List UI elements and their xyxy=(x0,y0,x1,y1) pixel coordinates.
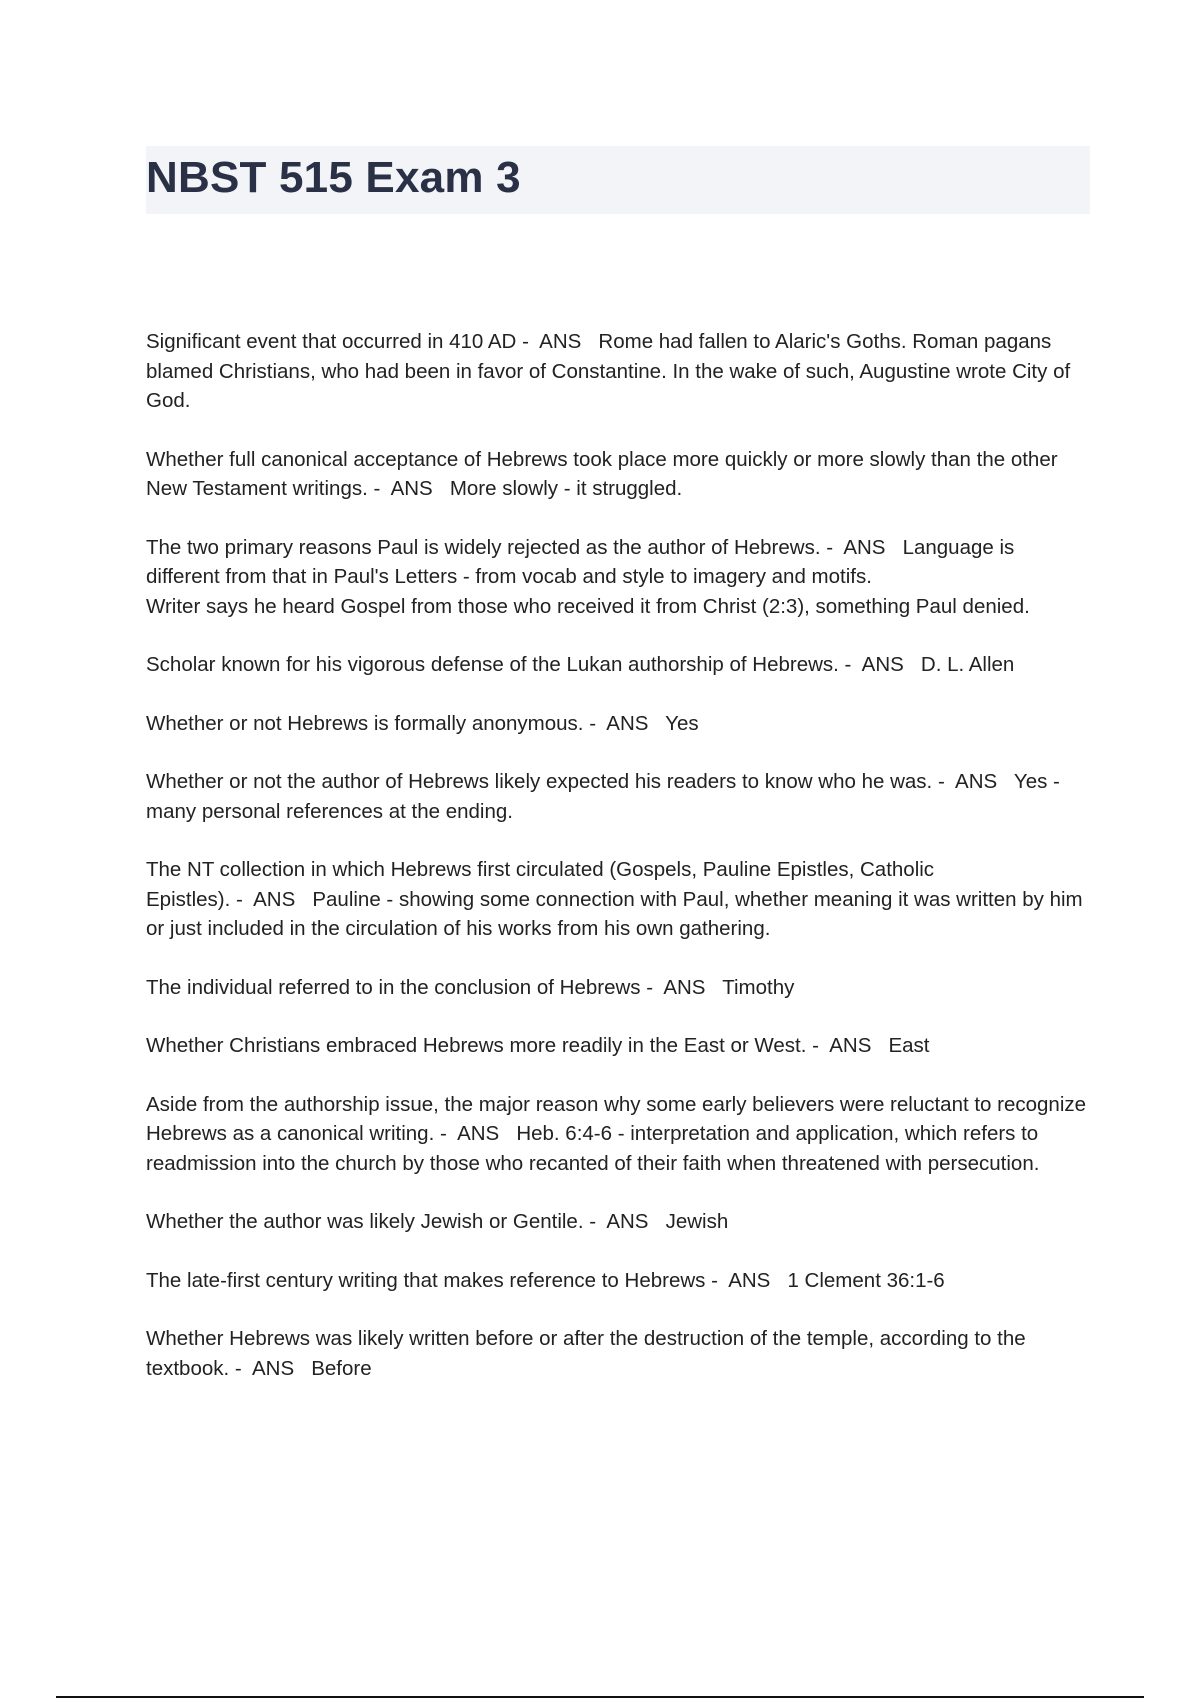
ans-separator: - ANS xyxy=(932,770,1014,793)
qa-item xyxy=(146,855,1090,944)
answer-text: 1 Clement 36:1-6 xyxy=(787,1268,945,1292)
answer-text: Yes - many personal references at the ending. xyxy=(146,770,1066,823)
ans-separator: - ANS xyxy=(705,1268,788,1292)
ans-separator: - ANS xyxy=(583,1210,666,1233)
title-banner xyxy=(146,146,1090,214)
qa-item xyxy=(146,1031,1090,1061)
question-text: Scholar known for his vigorous defense of the Lukan authorship of Hebrews. xyxy=(146,653,839,676)
qa-item xyxy=(146,1090,1090,1179)
question-text: The NT collection in which Hebrews first circulated (Gospels, Pauline Epistles, Catholic Epistles). xyxy=(146,858,940,911)
answer-text: Heb. 6:4-6 - interpretation and application, which refers to readmission into the church by those who recanted of their faith when threatened with persecution. xyxy=(146,1122,1044,1175)
qa-item xyxy=(146,767,1090,826)
qa-item xyxy=(146,973,1090,1003)
question-text: The individual referred to in the conclusion of Hebrews xyxy=(146,975,641,999)
ans-separator: - ANS xyxy=(230,887,313,911)
qa-item xyxy=(146,445,1090,504)
question-text: The two primary reasons Paul is widely rejected as the author of Hebrews. xyxy=(146,535,821,559)
question-text: Whether or not Hebrews is formally anonymous. xyxy=(146,711,584,735)
qa-item xyxy=(146,327,1090,416)
ans-separator: - ANS xyxy=(229,1356,312,1380)
qa-item xyxy=(146,533,1090,622)
ans-separator: - ANS xyxy=(838,653,921,676)
question-text: Whether Hebrews was likely written before or after the destruction of the temple, according to the textbook. xyxy=(146,1327,1032,1380)
answer-text: More slowly - it struggled. xyxy=(449,477,683,500)
ans-separator: - ANS xyxy=(583,711,666,735)
ans-separator: - ANS xyxy=(806,1034,889,1057)
answer-text: Language is different from that in Paul's Letters - from vocab and style to imagery and motifs. Writer says he heard Gospel from those who received it from Christ (2:3), something Paul denied. xyxy=(146,535,1030,618)
qa-list xyxy=(146,327,1090,1412)
qa-item xyxy=(146,650,1090,680)
ans-separator: - ANS xyxy=(367,477,450,500)
answer-text: Before xyxy=(311,1356,372,1380)
qa-item xyxy=(146,1266,1090,1296)
answer-text: Jewish xyxy=(665,1210,729,1233)
qa-item xyxy=(146,709,1090,739)
answer-text: Timothy xyxy=(722,975,795,999)
answer-text: East xyxy=(888,1034,930,1057)
question-text: Significant event that occurred in 410 AD xyxy=(146,330,517,353)
qa-item xyxy=(146,1324,1090,1383)
answer-text: Pauline - showing some connection with Paul, whether meaning it was written by him or just included in the circulation of his works from his own gathering. xyxy=(146,887,1089,940)
question-text: The late-first century writing that makes reference to Hebrews xyxy=(146,1268,706,1292)
page-title: NBST 515 Exam 3 xyxy=(146,153,521,202)
answer-text: D. L. Allen xyxy=(920,653,1015,676)
question-text: Whether Christians embraced Hebrews more readily in the East or West. xyxy=(146,1034,807,1057)
question-text: Whether full canonical acceptance of Hebrews took place more quickly or more slowly than the other New Testament writings. xyxy=(146,447,1064,500)
question-text: Aside from the authorship issue, the major reason why some early believers were reluctant to recognize Hebrews as a canonical writing. xyxy=(146,1092,1092,1145)
footer-divider xyxy=(56,1696,1144,1698)
ans-separator: - ANS xyxy=(516,330,599,353)
answer-text: Yes xyxy=(665,711,699,735)
ans-separator: - ANS xyxy=(640,975,723,999)
question-text: Whether or not the author of Hebrews likely expected his readers to know who he was. xyxy=(146,770,933,793)
question-text: Whether the author was likely Jewish or Gentile. xyxy=(146,1210,584,1233)
answer-text: Rome had fallen to Alaric's Goths. Roman pagans blamed Christians, who had been in favor of Constantine. In the wake of such, Augustine wrote City of God. xyxy=(146,330,1076,412)
ans-separator: - ANS xyxy=(434,1122,517,1145)
qa-item xyxy=(146,1207,1090,1237)
ans-separator: - ANS xyxy=(820,535,903,559)
